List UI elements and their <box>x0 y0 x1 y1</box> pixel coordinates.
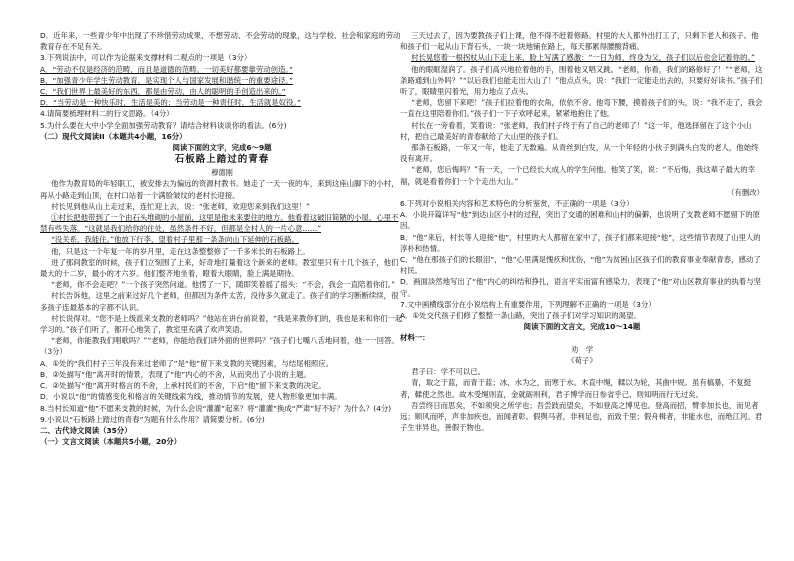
left-paragraph: 穆德刚 <box>211 168 233 178</box>
right-paragraph: A．小说开篇详写“他”到达山区小村的过程，突出了交通的困难和山村的偏僻，也说明了支教老师不愿留下的原因。 <box>400 210 761 231</box>
right-paragraph: （有删改） <box>727 187 764 197</box>
left-paragraph: 8.当村长知道“他”不愿来支教的时候，为什么会说“灌灌”起来？将“灌灌”换成“严肃”好不好？为什么？(4分) <box>40 403 392 413</box>
right-paragraph: 青，取之于蓝，而青于蓝；冰，水为之，而寒于水。木直中绳，輮以为轮，其曲中规。虽有槁暴，不复挺者，輮使之然也。故木受绳则直，金就砺则利，君子博学而日参省乎己，则知明而行无过矣。 <box>400 378 752 399</box>
right-column <box>400 30 764 433</box>
right-paragraph: 君子曰：学不可以已。 <box>411 367 486 377</box>
left-paragraph: “老师，你不会走吧？”一个孩子突然问道。他愣了一下，随即笑着摇了摇头：“不会，我会一直陪着你们。” <box>51 280 396 290</box>
right-paragraph: 村长在一旁看着，笑着说：“张老师，我们村子终于有了自己的老师了！”这一年，他选择留在了这个小山村，把自己最美好的青春献给了大山里的孩子们。 <box>400 120 752 141</box>
left-paragraph: “没关系，我能住。”他放下行李，望着村子里那一条条向山下延伸的石板路。 <box>51 235 299 245</box>
right-paragraph: 材料一： <box>400 333 430 343</box>
left-paragraph: 村长告诉他，这里之前来过好几个老师，但都因为条件太苦，没待多久就走了。孩子们的学习断断续续，很多孩子连最基本的字都不认识。 <box>40 291 399 312</box>
left-paragraph: 村长见到他从山上走过来，连忙迎上去，说：“张老师，欢迎您来到我们这里！” <box>51 201 310 211</box>
left-paragraph: ①村长把他带到了一个由石头堆砌的小屋前，这里是他未来要住的地方。他看着这破旧简陋的小屋，心里不禁有些失落。“这就是我们给你的住处，虽然条件不好，但都是全村人的一片心意……” <box>40 213 399 234</box>
left-paragraph: （二）现代文阅读II（本题共4小题，16分） <box>40 131 187 141</box>
left-paragraph: 石板路上踏过的青春 <box>174 154 270 166</box>
left-paragraph: 阅读下面的文字，完成6～9题 <box>172 143 272 153</box>
right-paragraph: 6.下列对小说相关内容和艺术特色的分析鉴赏，不正确的一项是（3分） <box>400 199 634 209</box>
right-paragraph: 村长晃悠着一根拐杖从山下走上来，脸上写满了感激：“一日为师，终身为父，孩子们以后也会记着你的。” <box>411 53 755 63</box>
right-paragraph: “老师，您留下来吧！”孩子们拉着他的衣角，依依不舍。他弯下腰，摸着孩子们的头，说：“我不走了，我会一直在这里陪着你们。”孩子们一下子欢呼起来，紧紧地抱住了他。 <box>400 98 763 119</box>
left-column <box>40 30 404 447</box>
left-paragraph: 3.下列说法中，可以作为论据来支撑材料二观点的一项是（3分） <box>40 53 252 63</box>
left-paragraph: A．①处的“我们村子三年没有来过老师了”是“他”留下来支教的关键因素，与结尾相照应。 <box>40 358 334 368</box>
right-paragraph: A．①处交代孩子们修了整整一条山路，突出了孩子们对学习知识的渴望。 <box>400 311 641 321</box>
right-paragraph: 三天过去了，因为要教孩子们上课，他不得不赶着修路。村里的大人都外出打工了，只剩下老人和孩子。他和孩子们一起从山下背石头，一块一块地铺在路上，每天都累得腰酸背痛。 <box>400 31 759 52</box>
left-paragraph: 4.请简要梳理材料二的行文思路。（4分） <box>40 109 174 119</box>
right-paragraph: 劝 学 <box>570 344 594 354</box>
left-paragraph: C．“我们世界上最美好的东西，都是由劳动、由人的聪明的手创造出来的。” <box>40 87 286 97</box>
left-paragraph: A．“劳动不仅是经济的范畴，而且是道德的范畴，一切美好都要靠劳动创造。” <box>40 64 293 74</box>
right-paragraph: 那条石板路，一年又一年，他走了无数遍。从青丝到白发，从一个年轻的小伙子到满头白发的老人，他始终没有离开。 <box>400 143 759 164</box>
left-paragraph: 5.为什么要在大中小学全面加强劳动教育？请结合材料谈谈你的看法。(6分) <box>40 120 287 130</box>
right-paragraph: 吾尝终日而思矣，不如须臾之所学也；吾尝跂而望矣，不如登高之博见也。登高而招，臂非加长也，而见者远；顺风而呼，声非加疾也，而闻者彰。假舆马者，非利足也，而致千里；假舟楫者，非能水也，而绝江河。君子生非异也，善假于物也。 <box>400 400 763 433</box>
left-paragraph: B．“加强青少年学生劳动教育，是实现个人与国家发展和谐统一的重要途径。” <box>40 75 293 85</box>
right-paragraph: D．画面淡然地写出了“他”内心的纠结和挣扎，语言平实而富有感染力，表现了“他”对山区教育事业的执着与坚守。 <box>400 277 761 298</box>
left-paragraph: 进了那间教室的时候，孩子们立刻围了上来，好奇地打量着这个新来的老师。教室里只有十几个孩子，他们最大的十二岁，最小的才六岁。他们整齐地坐着，瞪着大眼睛，脸上满是期待。 <box>40 257 399 279</box>
left-paragraph: C．②处描写“他”离开时格言的不舍，上承村民们的不舍，下启“他”留下来支教的决定。 <box>40 381 326 391</box>
right-paragraph: 《荀子》 <box>567 355 597 365</box>
right-paragraph: “老师，您后悔吗？”有一天，一个已经长大成人的学生问他。他笑了笑，说：“不后悔，我这辈子最大的幸福，就是看着你们一个个走出大山。” <box>400 165 756 186</box>
left-paragraph: 二、古代诗文阅读（35分） <box>40 425 132 435</box>
right-paragraph: 他的眼眶湿润了。孩子们高兴地拉着他的手，围着他又唱又跳。“老师，你看，我们的路修好了！”“老师，这条路通到山外吗？”“以后我们也能走出大山了！”他点点头，说：“我们一定能走出去的，只要好好读书。”孩子们听了，眼睛里闪着光，用力地点了点头。 <box>400 64 763 97</box>
left-paragraph: B．②处描写“他”离开时的情景，表现了“他”内心的不舍，从而突出了小说的主题。 <box>40 369 311 379</box>
left-paragraph: 他，只是这一个年复一年的岁月里，走在这条整整修了一千多米长的石板路上。 <box>51 246 310 256</box>
left-paragraph: D．小说以“他”的情感变化和格言的关键线索为线，推动情节的发展，使人物形象更加丰满。 <box>40 392 342 402</box>
left-paragraph: 他作为教育局的年轻职工，被安排去为偏远的资源村教书。她走了一天一夜的车，来到这座山脚下的小村，再从小路走到山顶，在村口站着一个满脸皱纹的老村长迎接。 <box>40 179 399 200</box>
right-paragraph: B．“他”来后，村长等人迎接“他”，村里的大人都留在家中了，孩子们都来迎接“他”，这些情节表现了山里人的淳朴和热情。 <box>400 232 761 253</box>
left-paragraph: D．“当劳动是一种快乐时，生活是美的；当劳动是一种责任时，生活就是奴役。” <box>40 98 301 108</box>
right-paragraph: 7.文中画横线部分在小说结构上有重要作用，下列理解不正确的一项是（3分） <box>400 299 656 309</box>
right-paragraph: C．“他在那孩子们的长眼泪”，“他”心里满是愧疚和忧伤，“他”为贫困山区孩子们的教育事业奉献青春，感动了村民。 <box>400 255 761 276</box>
left-paragraph: 9.小说以“石板路上踏过的青春”为题有什么作用？请简要分析。(6分) <box>40 414 265 424</box>
left-paragraph: D．近年来，一些青少年中出现了不珍惜劳动成果、不想劳动、不会劳动的现象，这与学校、社会和家庭的劳动教育存在不足有关。 <box>40 31 401 52</box>
right-paragraph: 阅读下面的文言文，完成10～14题 <box>523 322 641 332</box>
left-paragraph: （一）文言文阅读（本题共5小题，20分） <box>40 437 182 447</box>
left-paragraph: 村长说得对。“您不是上级派来支教的老师吗？”他站在讲台前说着，“我是来教你们的，我也是来和你们一起学习的。”孩子们听了，都开心地笑了，教室里充满了欢声笑语。 <box>40 313 403 335</box>
left-paragraph: “老师，你能教我们唱歌吗？”“老师，你能给我们讲外面的世界吗？”孩子们七嘴八舌地问着，他一一回答。（3分） <box>40 336 399 357</box>
